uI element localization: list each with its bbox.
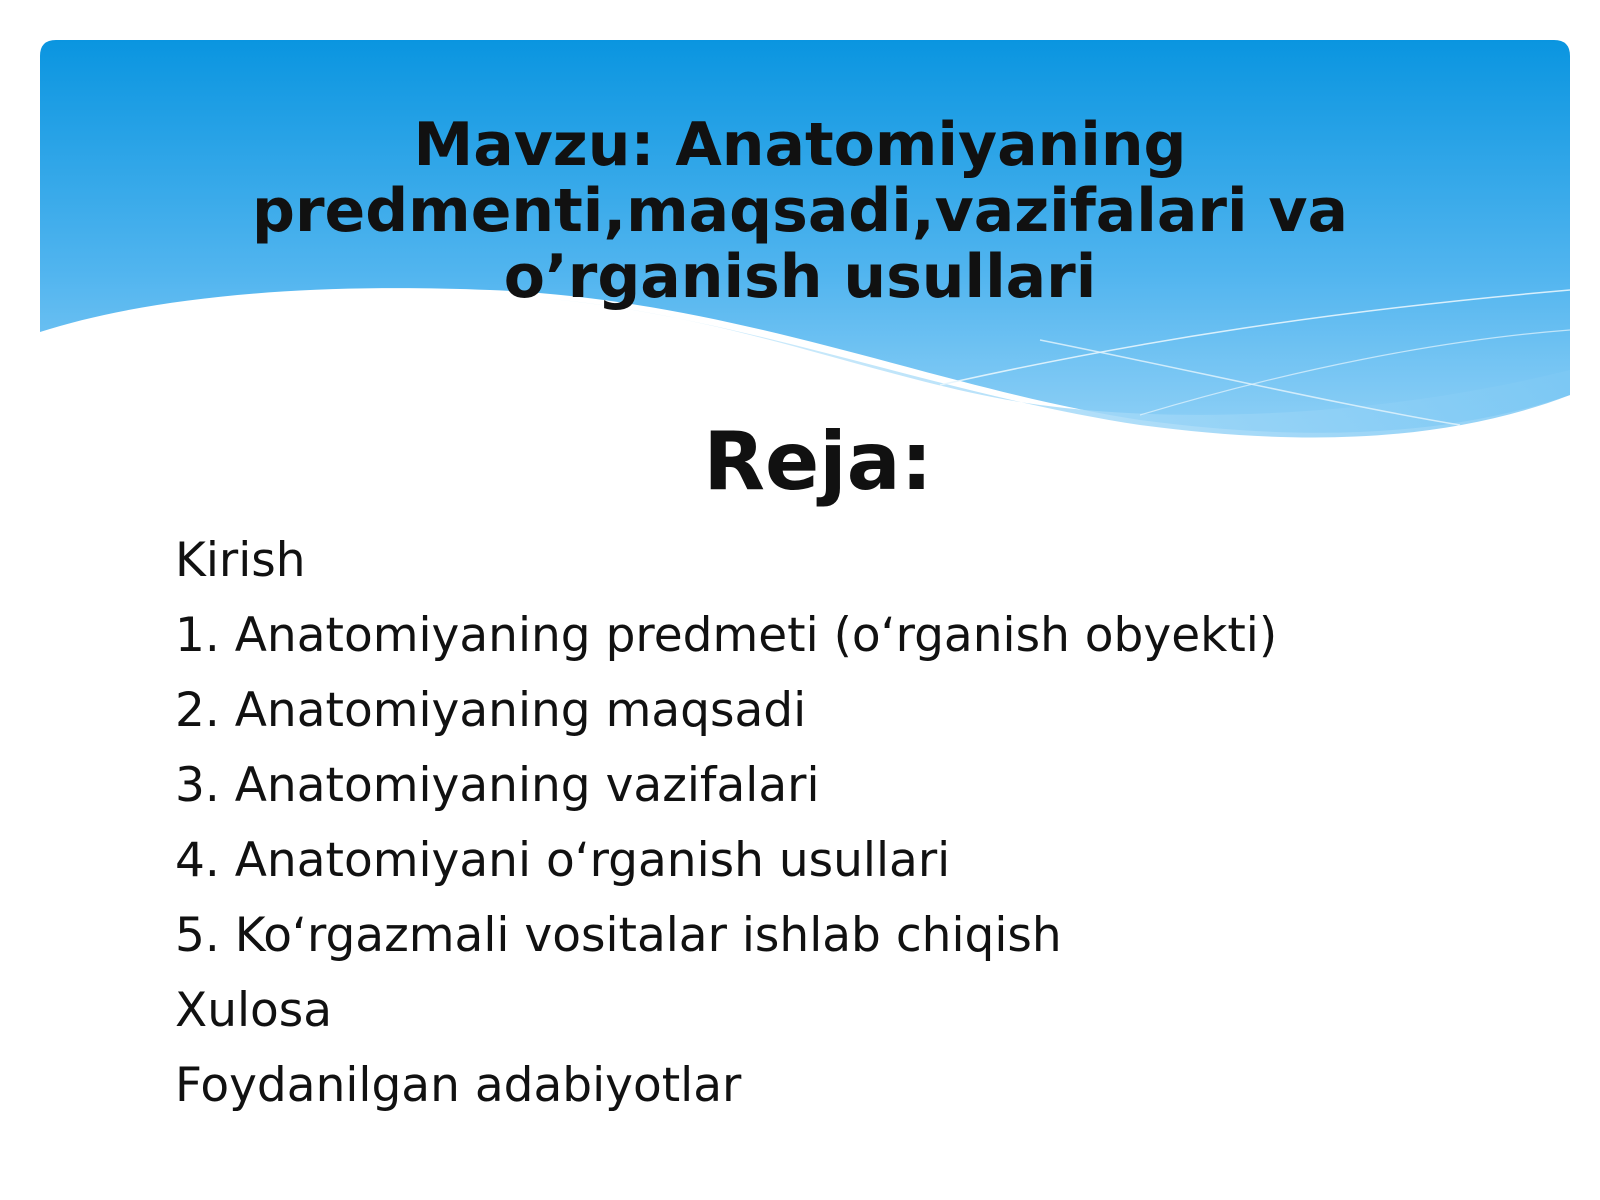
plan-item-1: 1. Anatomiyaning predmeti (o‘rganish obyekti) (175, 608, 1278, 663)
slide-title: Mavzu: Anatomiyaning predmenti,maqsadi,vazifalari va o’rganish usullari (252, 110, 1348, 312)
plan-item-2: 2. Anatomiyaning maqsadi (175, 683, 807, 738)
plan-list (175, 523, 1277, 1123)
plan-item-3: 3. Anatomiyaning vazifalari (175, 758, 820, 813)
plan-item-conclusion: Xulosa (175, 983, 333, 1038)
plan-item-4: 4. Anatomiyani o‘rganish usullari (175, 833, 951, 888)
plan-item-references: Foydanilgan adabiyotlar (175, 1058, 742, 1113)
plan-item-5: 5. Ko‘rgazmali vositalar ishlab chiqish (175, 908, 1062, 963)
plan-heading: Reja: (703, 415, 933, 508)
plan-item-intro: Kirish (175, 533, 306, 588)
